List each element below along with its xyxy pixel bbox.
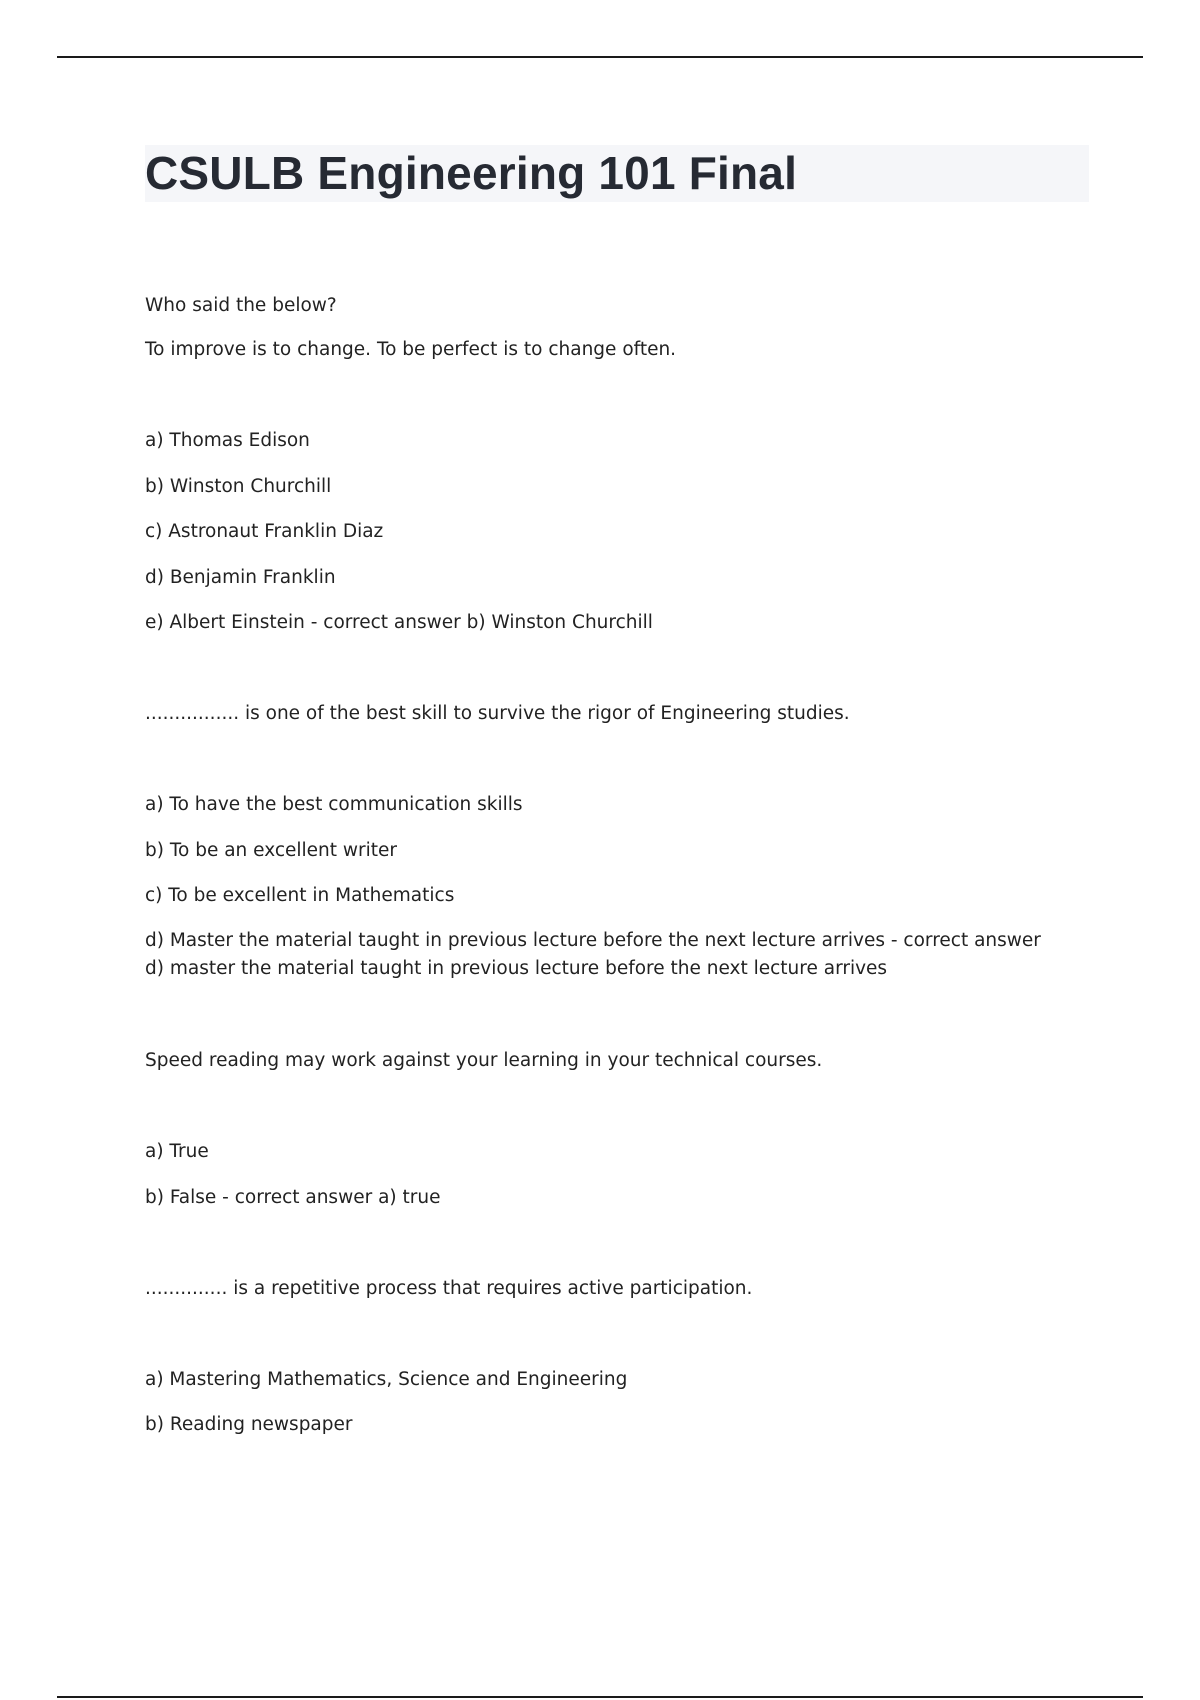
question-4-prompt: .............. is a repetitive process that requires active participation. <box>145 1278 753 1299</box>
bottom-rule <box>57 1696 1143 1698</box>
question-2-prompt: ................ is one of the best skill to survive the rigor of Engineering studies. <box>145 703 850 724</box>
question-2-option-c: c) To be excellent in Mathematics <box>145 885 455 906</box>
question-3-option-b: b) False - correct answer a) true <box>145 1187 441 1208</box>
question-1-option-e: e) Albert Einstein - correct answer b) Winston Churchill <box>145 612 653 633</box>
question-2-option-b: b) To be an excellent writer <box>145 840 398 861</box>
question-1-option-b: b) Winston Churchill <box>145 476 332 497</box>
question-3-option-a: a) True <box>145 1141 209 1162</box>
top-rule <box>57 56 1143 58</box>
question-1-option-c: c) Astronaut Franklin Diaz <box>145 521 384 542</box>
question-4-option-b: b) Reading newspaper <box>145 1414 353 1435</box>
question-2-option-a: a) To have the best communication skills <box>145 794 523 815</box>
question-1-prompt: Who said the below? <box>145 295 337 316</box>
question-3-prompt: Speed reading may work against your learning in your technical courses. <box>145 1050 823 1071</box>
question-4-option-a: a) Mastering Mathematics, Science and Engineering <box>145 1369 628 1390</box>
question-1-option-a: a) Thomas Edison <box>145 430 310 451</box>
question-1-quote: To improve is to change. To be perfect is to change often. <box>145 339 677 360</box>
question-1-option-d: d) Benjamin Franklin <box>145 567 336 588</box>
page-title: CSULB Engineering 101 Final <box>145 147 798 199</box>
question-2-option-d: d) Master the material taught in previous lecture before the next lecture arrives - correct answer d) master the material taught in previous lecture before the next lecture arrives <box>145 930 1041 979</box>
